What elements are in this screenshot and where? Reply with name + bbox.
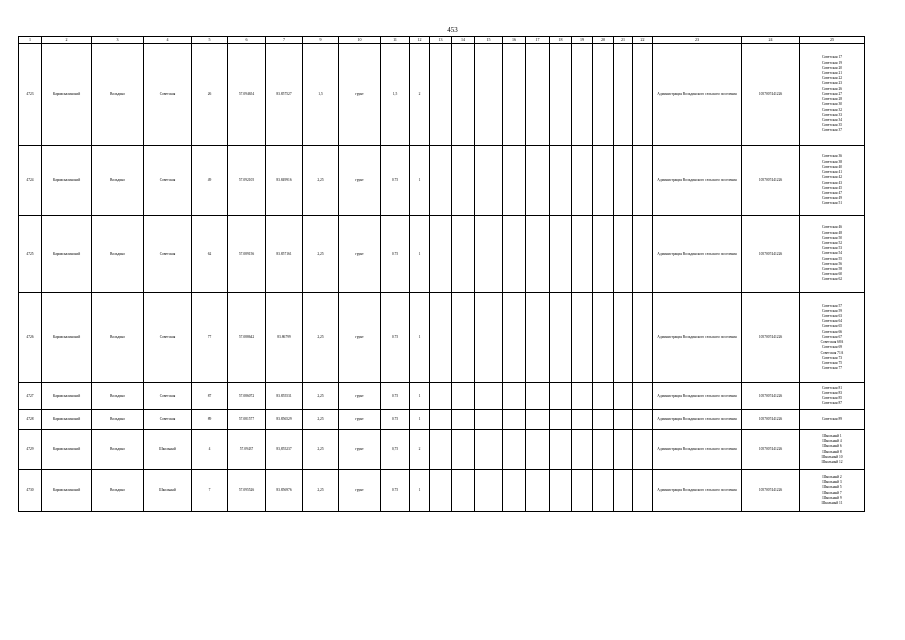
served-address: Советская 54 — [821, 251, 843, 256]
column-number: 1 — [19, 37, 42, 44]
served-address: Школьный 9 — [822, 495, 842, 500]
ogrn-cell: 1057007441226 — [742, 216, 800, 293]
empty-cell — [633, 146, 653, 216]
area-cell: 2,25 — [303, 216, 339, 293]
owner-cell: Администрация Вольдинского сельского поселения — [653, 44, 742, 146]
empty-cell — [633, 44, 653, 146]
empty-cell — [430, 216, 452, 293]
served-address: Советская 38 — [821, 159, 843, 164]
column-number: 17 — [526, 37, 550, 44]
served-address: Советская 66 — [821, 329, 843, 334]
column-number: 16 — [503, 37, 526, 44]
longitude-cell: 83.857161 — [266, 216, 303, 293]
served-address: Советская 17 — [821, 55, 843, 60]
district-cell: Кармаскалинский — [42, 430, 92, 470]
empty-cell — [550, 410, 572, 430]
column-number: 14 — [452, 37, 475, 44]
empty-cell — [526, 470, 550, 512]
column-number: 6 — [228, 37, 266, 44]
empty-cell — [430, 383, 452, 410]
street-name-cell: Школьный — [144, 430, 192, 470]
empty-cell — [503, 383, 526, 410]
served-address: Школьный 2 — [822, 474, 842, 479]
column-number: 15 — [475, 37, 503, 44]
district-cell: Кармаскалинский — [42, 146, 92, 216]
served-address: Советская 34 — [821, 117, 843, 122]
empty-cell — [593, 383, 614, 410]
served-address: Школьный 6 — [822, 444, 842, 449]
empty-cell — [572, 430, 593, 470]
column-number: 9 — [303, 37, 339, 44]
served-address: Советская 67 — [821, 334, 843, 339]
empty-cell — [614, 44, 633, 146]
house-number-cell: 89 — [192, 410, 228, 430]
empty-cell — [593, 293, 614, 383]
street-name-cell: Советская — [144, 410, 192, 430]
served-address: Школьный 7 — [822, 490, 842, 495]
column-number: 13 — [430, 37, 452, 44]
empty-cell — [550, 470, 572, 512]
district-cell: Кармаскалинский — [42, 470, 92, 512]
longitude-cell: 83.856976 — [266, 470, 303, 512]
empty-cell — [503, 430, 526, 470]
table-row — [19, 293, 865, 383]
street-name-cell: Советская — [144, 293, 192, 383]
empty-cell — [475, 383, 503, 410]
ogrn-cell: 1057007441226 — [742, 470, 800, 512]
record-id-cell: 4724 — [19, 146, 42, 216]
served-address: Школьный 10 — [821, 454, 843, 459]
served-address: Советская 59 — [821, 308, 843, 313]
empty-cell — [475, 410, 503, 430]
empty-cell — [452, 430, 475, 470]
record-id-cell: 4727 — [19, 383, 42, 410]
column-number: 25 — [800, 37, 865, 44]
empty-cell — [475, 146, 503, 216]
served-address: Советская 53 — [821, 246, 843, 251]
container-count-cell: 2 — [410, 430, 430, 470]
district-cell: Кармаскалинский — [42, 383, 92, 410]
served-address: Советская 43 — [821, 180, 843, 185]
owner-cell: Администрация Вольдинского сельского поселения — [653, 470, 742, 512]
surface-type-cell: грунт — [339, 383, 381, 410]
empty-cell — [550, 216, 572, 293]
empty-cell — [452, 44, 475, 146]
empty-cell — [550, 293, 572, 383]
served-address: Советская 51 — [821, 201, 843, 206]
empty-cell — [593, 44, 614, 146]
served-address: Советская 69 — [821, 345, 843, 350]
settlement-cell: Вольдино — [92, 470, 144, 512]
container-count-cell: 1 — [410, 410, 430, 430]
served-address: Советская 73 — [821, 355, 843, 360]
table-row — [19, 470, 865, 512]
empty-cell — [633, 293, 653, 383]
served-address: Советская 50 — [821, 235, 843, 240]
served-address: Советская 28 — [821, 97, 843, 102]
owner-cell: Администрация Вольдинского сельского поселения — [653, 293, 742, 383]
served-addresses-cell — [800, 216, 865, 293]
served-address: Советская 56 — [821, 261, 843, 266]
empty-cell — [452, 383, 475, 410]
served-address: Советская 63 — [821, 314, 843, 319]
served-address: Советская 68А — [820, 340, 844, 345]
record-id-cell: 4723 — [19, 44, 42, 146]
surface-type-cell: грунт — [339, 293, 381, 383]
served-address: Советская 23 — [821, 81, 843, 86]
empty-cell — [593, 216, 614, 293]
house-number-cell: 87 — [192, 383, 228, 410]
served-address: Советская 19 — [821, 60, 843, 65]
table-row — [19, 216, 865, 293]
surface-type-cell: грунт — [339, 216, 381, 293]
longitude-cell: 83.857527 — [266, 44, 303, 146]
served-address: Советская 89 — [821, 416, 843, 421]
ogrn-cell: 1057007441226 — [742, 44, 800, 146]
served-addresses-cell — [800, 470, 865, 512]
column-number: 24 — [742, 37, 800, 44]
empty-cell — [526, 44, 550, 146]
street-name-cell: Советская — [144, 44, 192, 146]
empty-cell — [593, 470, 614, 512]
container-volume-cell: 0,75 — [381, 430, 410, 470]
served-addresses-cell — [800, 146, 865, 216]
served-address: Школьный 1 — [822, 433, 842, 438]
surface-type-cell: грунт — [339, 430, 381, 470]
empty-cell — [475, 430, 503, 470]
served-address: Советская 21 — [821, 71, 843, 76]
empty-cell — [452, 293, 475, 383]
column-number-row — [19, 37, 865, 44]
served-addresses-cell — [800, 410, 865, 430]
empty-cell — [430, 293, 452, 383]
district-cell: Кармаскалинский — [42, 410, 92, 430]
empty-cell — [430, 430, 452, 470]
empty-cell — [593, 410, 614, 430]
empty-cell — [526, 216, 550, 293]
ogrn-cell: 1057007441226 — [742, 383, 800, 410]
column-number: 23 — [653, 37, 742, 44]
served-address: Советская 65 — [821, 324, 843, 329]
surface-type-cell: грунт — [339, 470, 381, 512]
owner-cell: Администрация Вольдинского сельского поселения — [653, 146, 742, 216]
empty-cell — [550, 383, 572, 410]
house-number-cell: 26 — [192, 44, 228, 146]
served-address: Школьный 4 — [822, 439, 842, 444]
served-address: Советская 30 — [821, 102, 843, 107]
column-number: 19 — [572, 37, 593, 44]
empty-cell — [475, 216, 503, 293]
served-address: Советская 57 — [821, 303, 843, 308]
column-number: 7 — [266, 37, 303, 44]
street-name-cell: Советская — [144, 383, 192, 410]
empty-cell — [503, 470, 526, 512]
container-count-cell: 1 — [410, 216, 430, 293]
empty-cell — [503, 146, 526, 216]
empty-cell — [452, 146, 475, 216]
column-number: 20 — [593, 37, 614, 44]
empty-cell — [526, 410, 550, 430]
empty-cell — [614, 216, 633, 293]
longitude-cell: 83.86799 — [266, 293, 303, 383]
empty-cell — [503, 293, 526, 383]
container-volume-cell: 0.75 — [381, 146, 410, 216]
latitude-cell: 57.089156 — [228, 216, 266, 293]
area-cell: 2,25 — [303, 430, 339, 470]
empty-cell — [633, 383, 653, 410]
empty-cell — [475, 293, 503, 383]
served-address: Советская 77 — [821, 366, 843, 371]
empty-cell — [633, 470, 653, 512]
table-row — [19, 146, 865, 216]
area-cell: 1,5 — [303, 44, 339, 146]
served-address: Советская 27 — [821, 91, 843, 96]
settlement-cell: Вольдино — [92, 216, 144, 293]
column-number: 4 — [144, 37, 192, 44]
record-id-cell: 4729 — [19, 430, 42, 470]
latitude-cell: 57.081577 — [228, 410, 266, 430]
empty-cell — [475, 44, 503, 146]
house-number-cell: 77 — [192, 293, 228, 383]
empty-cell — [572, 293, 593, 383]
empty-cell — [633, 430, 653, 470]
column-number: 18 — [550, 37, 572, 44]
empty-cell — [593, 430, 614, 470]
empty-cell — [572, 216, 593, 293]
container-volume-cell: 0.75 — [381, 293, 410, 383]
container-volume-cell: 0.75 — [381, 383, 410, 410]
area-cell: 2,25 — [303, 146, 339, 216]
street-name-cell: Советская — [144, 146, 192, 216]
latitude-cell: 57.088642 — [228, 293, 266, 383]
surface-type-cell: грунт — [339, 410, 381, 430]
owner-cell: Администрация Вольдинского сельского поселения — [653, 383, 742, 410]
surface-type-cell: грунт — [339, 44, 381, 146]
empty-cell — [572, 146, 593, 216]
served-address: Советская 75 — [821, 360, 843, 365]
owner-cell: Администрация Вольдинского сельского поселения — [653, 410, 742, 430]
served-address: Советская 87 — [821, 401, 843, 406]
column-number: 10 — [339, 37, 381, 44]
district-cell: Кармаскалинский — [42, 216, 92, 293]
house-number-cell: 4 — [192, 430, 228, 470]
column-number: 5 — [192, 37, 228, 44]
district-cell: Кармаскалинский — [42, 293, 92, 383]
served-address: Школьный 12 — [821, 459, 843, 464]
table-row — [19, 44, 865, 146]
area-cell: 2,25 — [303, 410, 339, 430]
served-address: Школьный 5 — [822, 485, 842, 490]
empty-cell — [614, 410, 633, 430]
container-count-cell: 1 — [410, 470, 430, 512]
empty-cell — [475, 470, 503, 512]
longitude-cell: 83,855237 — [266, 430, 303, 470]
empty-cell — [614, 293, 633, 383]
table-row — [19, 410, 865, 430]
container-count-cell: 1 — [410, 146, 430, 216]
street-name-cell: Советская — [144, 216, 192, 293]
empty-cell — [614, 470, 633, 512]
served-address: Школьный 11 — [821, 500, 843, 505]
empty-cell — [633, 216, 653, 293]
empty-cell — [614, 430, 633, 470]
served-address: Советская 83 — [821, 390, 843, 395]
settlement-cell: Вольдино — [92, 430, 144, 470]
served-address: Советская 48 — [821, 230, 843, 235]
ogrn-cell: 1057007441226 — [742, 410, 800, 430]
container-volume-cell: 0.75 — [381, 410, 410, 430]
empty-cell — [572, 383, 593, 410]
container-volume-cell: 1,5 — [381, 44, 410, 146]
empty-cell — [593, 146, 614, 216]
served-address: Советская 62 — [821, 277, 843, 282]
served-address: Советская 20 — [821, 65, 843, 70]
served-address: Советская 52 — [821, 240, 843, 245]
registry-table — [18, 36, 865, 512]
longitude-cell: 83.856529 — [266, 410, 303, 430]
surface-type-cell: грунт — [339, 146, 381, 216]
served-address: Советская 71А — [820, 350, 844, 355]
longitude-cell: 83.849916 — [266, 146, 303, 216]
served-address: Советская 37 — [821, 128, 843, 133]
empty-cell — [550, 44, 572, 146]
empty-cell — [550, 146, 572, 216]
area-cell: 2,25 — [303, 470, 339, 512]
settlement-cell: Вольдино — [92, 44, 144, 146]
latitude-cell: 57.086072 — [228, 383, 266, 410]
column-number: 12 — [410, 37, 430, 44]
column-number: 21 — [614, 37, 633, 44]
table-row — [19, 383, 865, 410]
served-address: Советская 32 — [821, 107, 843, 112]
record-id-cell: 4730 — [19, 470, 42, 512]
served-address: Школьный 3 — [822, 480, 842, 485]
empty-cell — [526, 146, 550, 216]
served-address: Советская 45 — [821, 185, 843, 190]
ogrn-cell: 1057007441226 — [742, 146, 800, 216]
served-address: Советская 49 — [821, 196, 843, 201]
empty-cell — [550, 430, 572, 470]
area-cell: 2,25 — [303, 293, 339, 383]
empty-cell — [572, 410, 593, 430]
empty-cell — [430, 470, 452, 512]
settlement-cell: Вольдино — [92, 293, 144, 383]
settlement-cell: Вольдино — [92, 410, 144, 430]
table-row — [19, 430, 865, 470]
served-address: Советская 35 — [821, 123, 843, 128]
served-address: Школьный 8 — [822, 449, 842, 454]
empty-cell — [430, 146, 452, 216]
record-id-cell: 4726 — [19, 293, 42, 383]
empty-cell — [503, 410, 526, 430]
ogrn-cell: 1057007441226 — [742, 293, 800, 383]
container-count-cell: 2 — [410, 44, 430, 146]
served-address: Советская 42 — [821, 175, 843, 180]
house-number-cell: 7 — [192, 470, 228, 512]
record-id-cell: 4725 — [19, 216, 42, 293]
served-address: Советская 60 — [821, 272, 843, 277]
served-address: Советская 33 — [821, 112, 843, 117]
latitude-cell: 57.095526 — [228, 470, 266, 512]
column-number: 3 — [92, 37, 144, 44]
empty-cell — [430, 410, 452, 430]
owner-cell: Администрация Вольдинского сельского поселения — [653, 430, 742, 470]
empty-cell — [572, 470, 593, 512]
column-number: 11 — [381, 37, 410, 44]
empty-cell — [614, 146, 633, 216]
served-address: Советская 58 — [821, 267, 843, 271]
served-address: Советская 26 — [821, 86, 843, 91]
area-cell: 2,25 — [303, 383, 339, 410]
empty-cell — [503, 216, 526, 293]
served-address: Советская 36 — [821, 154, 843, 159]
house-number-cell: 62 — [192, 216, 228, 293]
empty-cell — [526, 293, 550, 383]
latitude-cell: 57.09437 — [228, 430, 266, 470]
served-address: Советская 85 — [821, 396, 843, 400]
container-count-cell: 1 — [410, 293, 430, 383]
owner-cell: Администрация Вольдинского сельского поселения — [653, 216, 742, 293]
container-volume-cell: 0.75 — [381, 216, 410, 293]
served-addresses-cell — [800, 293, 865, 383]
latitude-cell: 57.092105 — [228, 146, 266, 216]
empty-cell — [572, 44, 593, 146]
empty-cell — [430, 44, 452, 146]
record-id-cell: 4728 — [19, 410, 42, 430]
container-count-cell: 1 — [410, 383, 430, 410]
served-address: Советская 40 — [821, 164, 843, 169]
served-address: Советская 22 — [821, 76, 843, 81]
served-addresses-cell — [800, 44, 865, 146]
street-name-cell: Школьный — [144, 470, 192, 512]
settlement-cell: Вольдино — [92, 383, 144, 410]
served-address: Советская 81 — [821, 385, 843, 390]
container-volume-cell: 0.75 — [381, 470, 410, 512]
longitude-cell: 83.855531 — [266, 383, 303, 410]
page-number: 453 — [447, 26, 458, 34]
empty-cell — [526, 383, 550, 410]
served-address: Советская 47 — [821, 190, 843, 195]
empty-cell — [614, 383, 633, 410]
served-address: Советская 46 — [821, 225, 843, 230]
settlement-cell: Вольдино — [92, 146, 144, 216]
empty-cell — [452, 216, 475, 293]
empty-cell — [452, 410, 475, 430]
column-number: 22 — [633, 37, 653, 44]
served-addresses-cell — [800, 430, 865, 470]
ogrn-cell: 1057007441226 — [742, 430, 800, 470]
empty-cell — [633, 410, 653, 430]
served-address: Советская 55 — [821, 256, 843, 261]
empty-cell — [526, 430, 550, 470]
latitude-cell: 57.094654 — [228, 44, 266, 146]
empty-cell — [452, 470, 475, 512]
served-addresses-cell — [800, 383, 865, 410]
house-number-cell: 49 — [192, 146, 228, 216]
column-number: 2 — [42, 37, 92, 44]
served-address: Советская 64 — [821, 319, 843, 324]
served-address: Советская 41 — [821, 170, 843, 175]
empty-cell — [503, 44, 526, 146]
district-cell: Кармаскалинский — [42, 44, 92, 146]
